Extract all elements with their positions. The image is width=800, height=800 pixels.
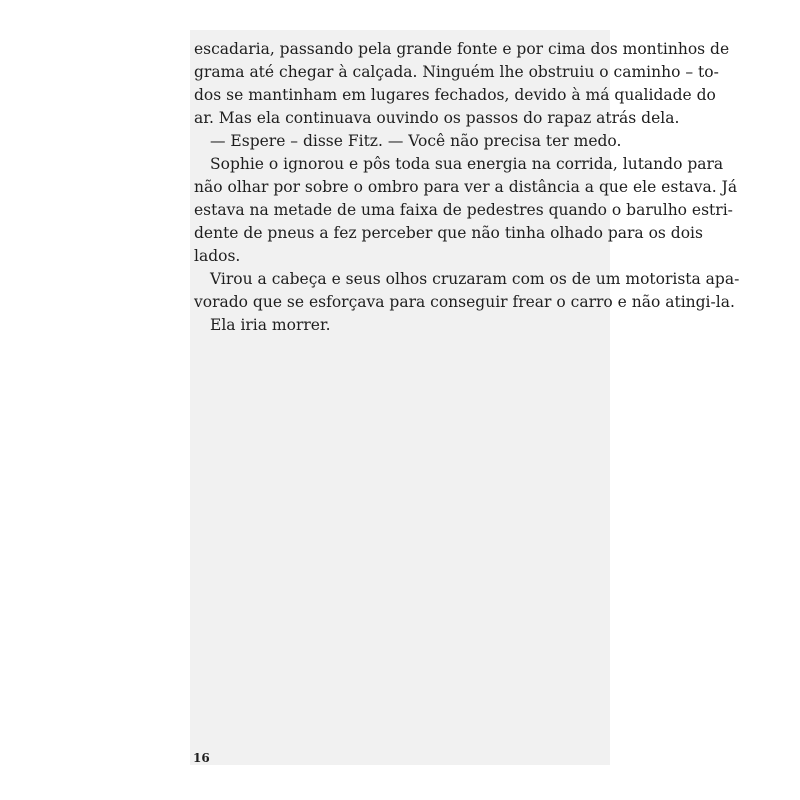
text-line: dos se mantinham em lugares fechados, devido à má qualidade do: [194, 86, 716, 104]
body-text: [194, 38, 740, 337]
text-line: escadaria, passando pela grande fonte e por cima dos montinhos de: [194, 40, 730, 58]
text-line: Ela iria morrer.: [210, 316, 331, 334]
book-page: [190, 30, 740, 765]
text-line: ar. Mas ela continuava ouvindo os passos do rapaz atrás dela.: [194, 109, 680, 127]
text-line: estava na metade de uma faixa de pedestres quando o barulho estri-: [194, 201, 733, 219]
text-line: dente de pneus a fez perceber que não tinha olhado para os dois: [194, 224, 703, 242]
text-line: Sophie o ignorou e pôs toda sua energia na corrida, lutando para: [210, 155, 724, 173]
text-line: vorado que se esforçava para conseguir frear o carro e não atingi-la.: [194, 293, 735, 311]
text-line: Virou a cabeça e seus olhos cruzaram com os de um motorista apa-: [210, 270, 740, 288]
text-line: lados.: [194, 247, 241, 265]
page-number: 16: [193, 751, 210, 765]
text-line: não olhar por sobre o ombro para ver a distância a que ele estava. Já: [194, 178, 738, 196]
text-line: grama até chegar à calçada. Ninguém lhe obstruiu o caminho – to-: [194, 63, 719, 81]
text-line: — Espere – disse Fitz. — Você não precisa ter medo.: [210, 132, 622, 150]
